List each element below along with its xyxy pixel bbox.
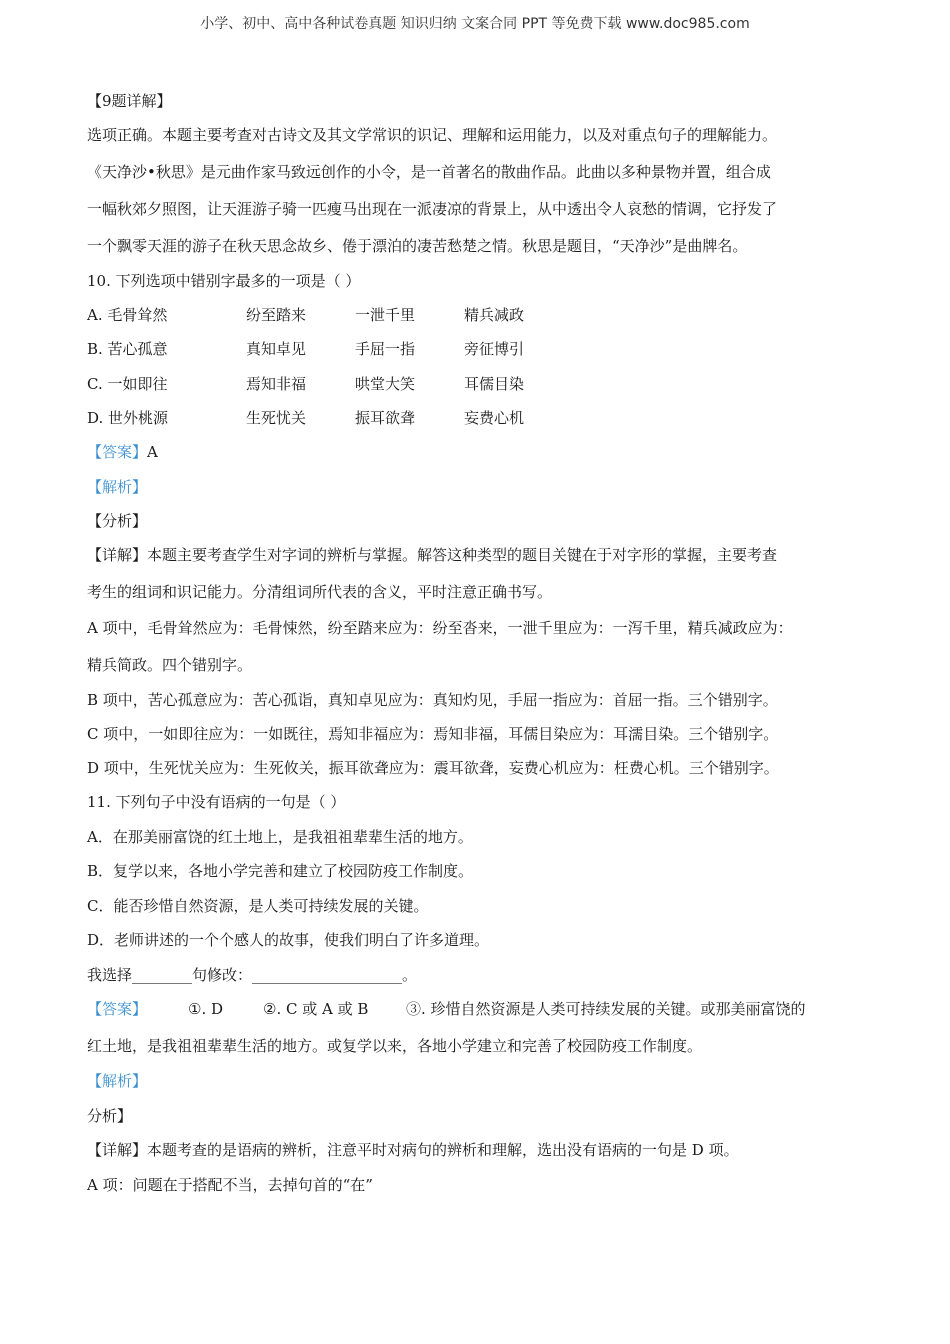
q9-text-line: 一个飘零天涯的游子在秋天思念故乡、倦于漂泊的凄苦愁楚之情。秋思是题目，“天净沙”是曲牌名。 (87, 237, 748, 255)
q11-detail-line: A 项：问题在于搭配不当，去掉句首的“在” (87, 1176, 373, 1194)
q10-option-item: 精兵减政 (464, 306, 525, 324)
q10-option-item: B. 苦心孤意 (87, 340, 168, 358)
q10-option-item: 旁征博引 (464, 340, 525, 358)
q10-option-item: A. 毛骨耸然 (87, 306, 168, 324)
q10-detail-line: D 项中，生死忧关应为：生死攸关，振耳欲聋应为：震耳欲聋，妄费心机应为：枉费心机。三个错别字。 (87, 759, 779, 777)
q10-option-item: 纷至踏来 (246, 306, 307, 324)
q10-option-item: 耳儒目染 (464, 375, 525, 393)
q10-fenxi: 【分析】 (87, 512, 148, 530)
q10-detail-line: 考生的组词和识记能力。分清组词所代表的含义，平时注意正确书写。 (87, 583, 553, 601)
q11-option: B．复学以来，各地小学完善和建立了校园防疫工作制度。 (87, 862, 474, 880)
q11-analysis-label: 【解析】 (87, 1072, 148, 1090)
q10-option-item: D. 世外桃源 (87, 409, 169, 427)
q10-option-item: 手屈一指 (355, 340, 416, 358)
q10-detail-line: 【详解】本题主要考查学生对字词的辨析与掌握。解答这种类型的题目关键在于对字形的掌握，主要考查 (87, 546, 778, 564)
answer-part: ②. C 或 A 或 B (263, 1000, 369, 1018)
q10-option-item: 真知卓见 (246, 340, 307, 358)
q10-option-item: 哄堂大笑 (355, 375, 416, 393)
q11-answer-continued: 红土地，是我祖祖辈辈生活的地方。或复学以来，各地小学建立和完善了校园防疫工作制度。 (87, 1037, 703, 1055)
q9-text-line: 一幅秋郊夕照图，让天涯游子骑一匹瘦马出现在一派凄凉的背景上，从中透出令人哀愁的情调，它抒发了 (87, 200, 778, 218)
answer-label: 【答案】 (87, 443, 148, 461)
q10-answer (87, 442, 158, 462)
q11-fenxi: 分析】 (87, 1107, 133, 1125)
answer-label: 【答案】 (87, 1000, 148, 1018)
q11-fill-blank: 我选择________句修改：____________________。 (87, 966, 418, 984)
q11-stem: 11. 下列句子中没有语病的一句是（ ） (87, 793, 346, 811)
q10-option-item: 振耳欲聋 (355, 409, 416, 427)
q10-detail-line: 精兵简政。四个错别字。 (87, 656, 253, 674)
answer-part: ①. D (188, 1000, 224, 1018)
q10-analysis-label: 【解析】 (87, 478, 148, 496)
q11-detail-line: 【详解】本题考查的是语病的辨析，注意平时对病句的辨析和理解，选出没有语病的一句是 D 项。 (87, 1141, 739, 1159)
q10-option-item: 生死忧关 (246, 409, 307, 427)
page-header: 小学、初中、高中各种试卷真题 知识归纳 文案合同 PPT 等免费下载 www.doc985.com (200, 16, 750, 32)
q9-text-line: 选项正确。本题主要考查对古诗文及其文学常识的识记、理解和运用能力，以及对重点句子的理解能力。 (87, 126, 778, 144)
q9-heading: 【9题详解】 (87, 92, 172, 110)
q11-option: D．老师讲述的一个个感人的故事，使我们明白了许多道理。 (87, 931, 490, 949)
q11-option: A．在那美丽富饶的红土地上，是我祖祖辈辈生活的地方。 (87, 828, 473, 846)
q10-detail-line: A 项中，毛骨耸然应为：毛骨悚然，纷至踏来应为：纷至沓来，一泄千里应为：一泻千里，精兵减政应为： (87, 619, 793, 637)
answer-value: A (147, 443, 158, 461)
q10-detail-line: B 项中，苦心孤意应为：苦心孤诣，真知卓见应为：真知灼见，手屈一指应为：首屈一指。三个错别字。 (87, 691, 778, 709)
answer-part: ③. 珍惜自然资源是人类可持续发展的关键。或那美丽富饶的 (406, 1000, 806, 1018)
q10-stem: 10. 下列选项中错别字最多的一项是（ ） (87, 272, 361, 290)
q9-text-line: 《天净沙•秋思》是元曲作家马致远创作的小令，是一首著名的散曲作品。此曲以多种景物并置，组合成 (87, 163, 771, 181)
q10-detail-line: C 项中，一如即往应为：一如既往，焉知非福应为：焉知非福，耳儒目染应为：耳濡目染。三个错别字。 (87, 725, 779, 743)
q10-option-item: 焉知非福 (246, 375, 307, 393)
q11-option: C．能否珍惜自然资源，是人类可持续发展的关键。 (87, 897, 429, 915)
q10-option-item: 妄费心机 (464, 409, 525, 427)
q10-option-item: C. 一如即往 (87, 375, 168, 393)
q10-option-item: 一泄千里 (355, 306, 416, 324)
